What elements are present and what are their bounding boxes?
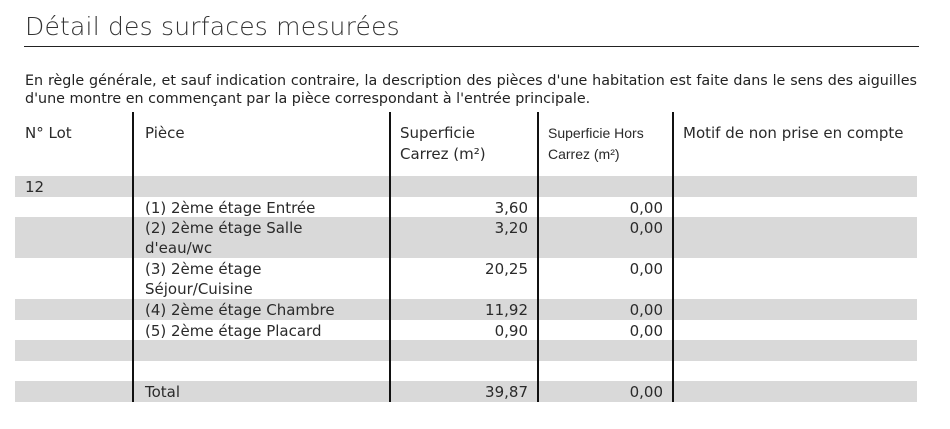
table-header xyxy=(15,112,917,176)
carrez-value: 0,90 xyxy=(494,322,528,340)
hors-carrez-value: 0,00 xyxy=(629,301,663,319)
piece-name: (1) 2ème étage Entrée xyxy=(145,199,316,217)
header-lot: N° Lot xyxy=(25,124,72,142)
total-carrez: 39,87 xyxy=(485,383,528,401)
intro-paragraph: En règle générale, et sauf indication contraire, la description des pièces d'une habitation est faite dans le sens des aiguilles d'une montre en commençant par la pièce correspondant à l'entrée principale. xyxy=(25,73,917,107)
title-underline xyxy=(24,46,919,47)
table-row xyxy=(15,299,917,320)
table-row xyxy=(15,258,917,299)
piece-name: (2) 2ème étage Salle d'eau/wc xyxy=(145,219,303,257)
header-carrez: Superficie Carrez (m²) xyxy=(400,124,486,163)
total-label: Total xyxy=(145,383,181,401)
column-divider xyxy=(672,112,674,402)
hors-carrez-value: 0,00 xyxy=(629,199,663,217)
total-row xyxy=(15,381,917,402)
table-row xyxy=(15,217,917,258)
piece-name: (3) 2ème étage Séjour/Cuisine xyxy=(145,260,262,298)
page-title: Détail des surfaces mesurées xyxy=(25,12,400,41)
table-row xyxy=(15,320,917,340)
column-divider xyxy=(537,112,539,402)
piece-name: (4) 2ème étage Chambre xyxy=(145,301,335,319)
carrez-value: 11,92 xyxy=(485,301,528,319)
header-hors-carrez: Superficie Hors Carrez (m²) xyxy=(548,125,644,162)
empty-row xyxy=(15,340,917,361)
table-row xyxy=(15,197,917,217)
carrez-value: 20,25 xyxy=(485,260,528,278)
column-divider xyxy=(389,112,391,402)
hors-carrez-value: 0,00 xyxy=(629,260,663,278)
carrez-value: 3,60 xyxy=(494,199,528,217)
hors-carrez-value: 0,00 xyxy=(629,219,663,237)
piece-name: (5) 2ème étage Placard xyxy=(145,322,322,340)
header-motif: Motif de non prise en compte xyxy=(683,124,904,142)
header-piece: Pièce xyxy=(145,124,185,142)
hors-carrez-value: 0,00 xyxy=(629,322,663,340)
total-hors-carrez: 0,00 xyxy=(629,383,663,401)
column-divider xyxy=(132,112,134,402)
lot-row xyxy=(15,176,917,197)
lot-number: 12 xyxy=(25,178,45,196)
carrez-value: 3,20 xyxy=(494,219,528,237)
